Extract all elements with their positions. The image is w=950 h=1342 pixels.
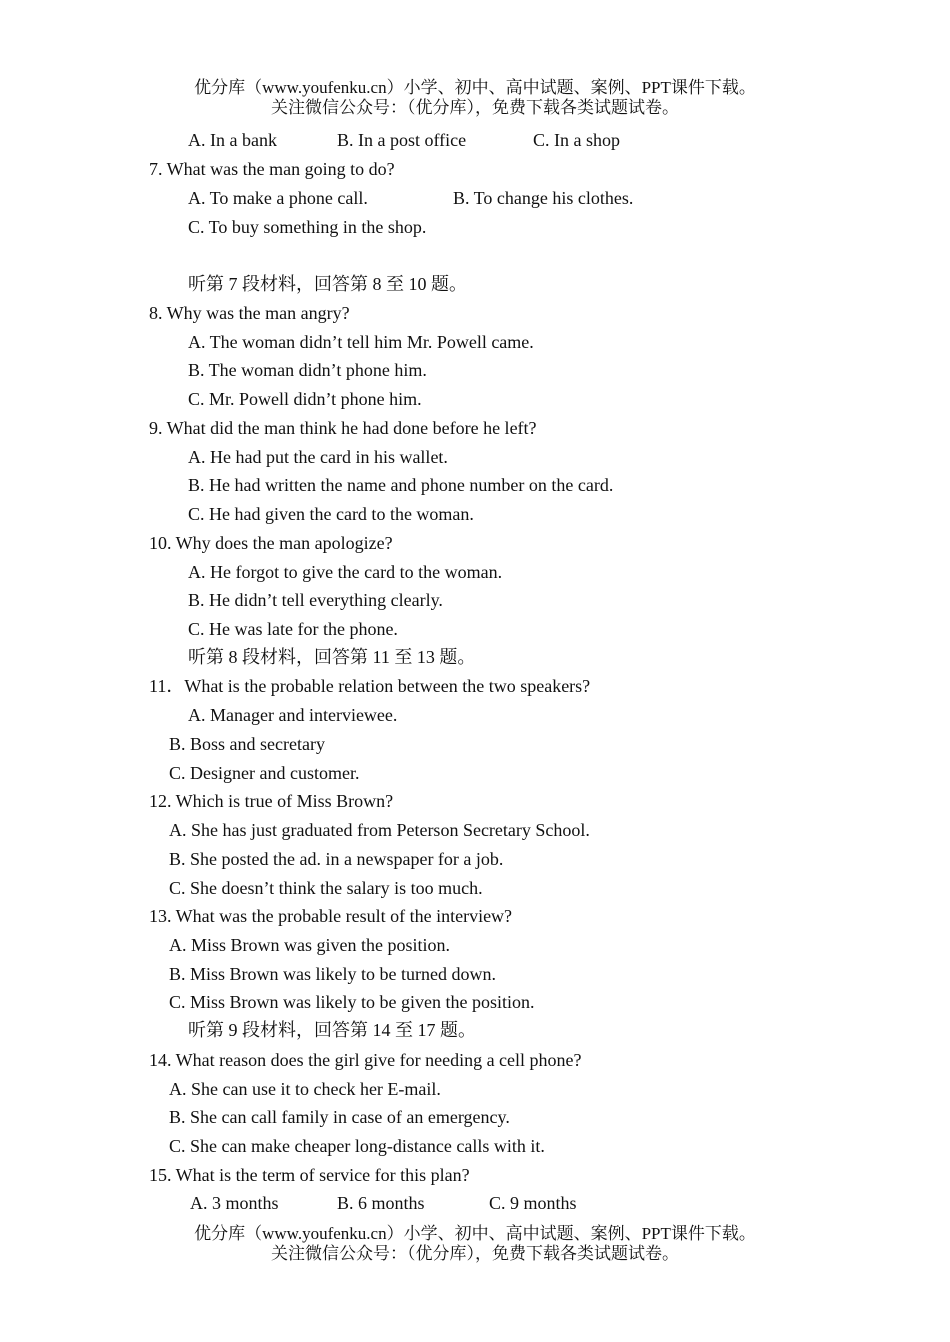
q11-option-b: B. Boss and secretary (169, 734, 325, 754)
q9-option-c: C. He had given the card to the woman. (188, 504, 474, 524)
q15-option-c: C. 9 months (489, 1193, 577, 1213)
q6-option-b: B. In a post office (337, 130, 467, 150)
q9-option-a: A. He had put the card in his wallet. (188, 447, 448, 467)
q14-option-c: C. She can make cheaper long-distance calls with it. (169, 1136, 545, 1156)
q11-option-c: C. Designer and customer. (169, 763, 360, 783)
footer-line-2: 关注微信公众号：（优分库），免费下载各类试题试卷。 (271, 1244, 679, 1263)
q10-option-b: B. He didn’t tell everything clearly. (188, 590, 443, 610)
q13-question: 13. What was the probable result of the interview? (149, 906, 513, 926)
q9-question: 9. What did the man think he had done before he left? (149, 418, 537, 438)
q11-question: 11．What is the probable relation between the two speakers? (149, 676, 591, 696)
q8-option-b: B. The woman didn’t phone him. (188, 360, 427, 380)
q12-option-a: A. She has just graduated from Peterson Secretary School. (169, 820, 590, 840)
q15-question: 15. What is the term of service for this plan? (149, 1165, 470, 1185)
q14-question: 14. What reason does the girl give for needing a cell phone? (149, 1050, 582, 1070)
footer-line-1: 优分库（www.youfenku.cn）小学、初中、高中试题、案例、PPT课件下载。 (194, 1224, 756, 1243)
q8-option-c: C. Mr. Powell didn’t phone him. (188, 389, 422, 409)
q6-option-c: C. In a shop (533, 130, 620, 150)
q7-option-c: C. To buy something in the shop. (188, 217, 427, 237)
page-footer (0, 1224, 950, 1264)
q10-question: 10. Why does the man apologize? (149, 533, 393, 553)
q13-option-a: A. Miss Brown was given the position. (169, 935, 450, 955)
q12-option-c: C. She doesn’t think the salary is too much. (169, 878, 483, 898)
q10-option-a: A. He forgot to give the card to the woman. (188, 562, 503, 582)
header-line-1: 优分库（www.youfenku.cn）小学、初中、高中试题、案例、PPT课件下载。 (194, 78, 756, 97)
q14-option-b: B. She can call family in case of an emergency. (169, 1107, 510, 1127)
q6-option-a: A. In a bank (188, 130, 277, 150)
q10-option-c: C. He was late for the phone. (188, 619, 398, 639)
q8-question: 8. Why was the man angry? (149, 303, 350, 323)
page-header (0, 78, 950, 118)
q8-option-a: A. The woman didn’t tell him Mr. Powell came. (188, 332, 534, 352)
q14-option-a: A. She can use it to check her E-mail. (169, 1079, 441, 1099)
q9-option-b: B. He had written the name and phone number on the card. (188, 475, 614, 495)
section-9-instruction: 听第 9 段材料，回答第 14 至 17 题。 (188, 1020, 476, 1040)
header-line-2: 关注微信公众号：（优分库），免费下载各类试题试卷。 (271, 98, 679, 117)
q7-option-b: B. To change his clothes. (453, 188, 634, 208)
q11-option-a: A. Manager and interviewee. (188, 705, 398, 725)
q13-option-c: C. Miss Brown was likely to be given the position. (169, 992, 535, 1012)
q13-option-b: B. Miss Brown was likely to be turned down. (169, 964, 496, 984)
q15-option-a: A. 3 months (190, 1193, 279, 1213)
section-7-instruction: 听第 7 段材料，回答第 8 至 10 题。 (188, 274, 467, 294)
q15-option-b: B. 6 months (337, 1193, 425, 1213)
q7-question: 7. What was the man going to do? (149, 159, 395, 179)
q12-question: 12. Which is true of Miss Brown? (149, 791, 394, 811)
section-8-instruction: 听第 8 段材料，回答第 11 至 13 题。 (188, 647, 476, 667)
q7-option-a: A. To make a phone call. (188, 188, 368, 208)
q12-option-b: B. She posted the ad. in a newspaper for a job. (169, 849, 504, 869)
